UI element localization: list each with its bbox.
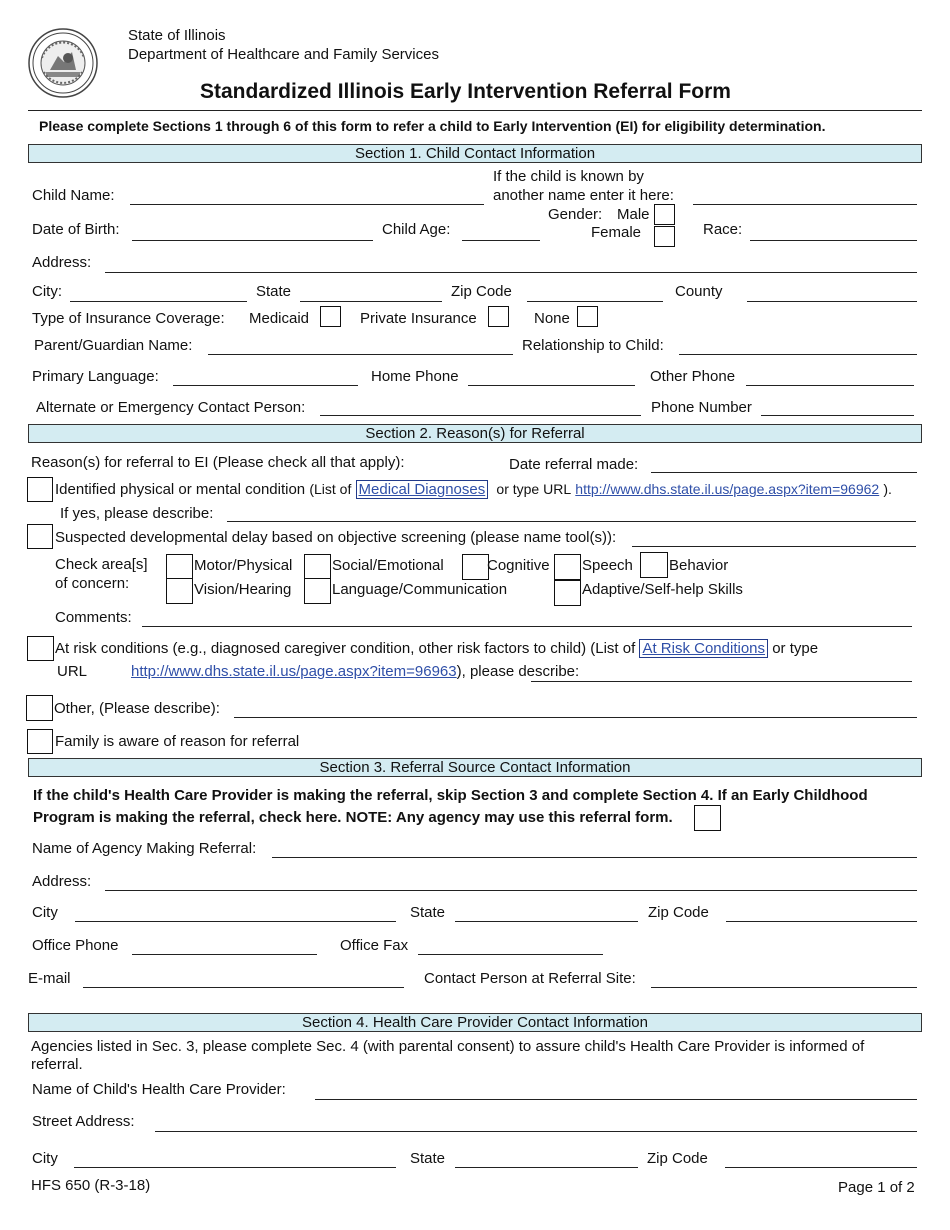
other-checkbox[interactable]: [26, 695, 53, 721]
agency-zip-label: Zip Code: [648, 904, 709, 921]
email-field[interactable]: [83, 987, 404, 988]
motor-checkbox[interactable]: [166, 554, 193, 580]
title-rule: [28, 110, 922, 111]
zip-field[interactable]: [527, 301, 663, 302]
check-area-label-1: Check area[s]: [55, 556, 148, 573]
dob-label: Date of Birth:: [32, 221, 120, 238]
alt-contact-field[interactable]: [320, 415, 641, 416]
provider-name-label: Name of Child's Health Care Provider:: [32, 1081, 286, 1098]
alt-contact-label: Alternate or Emergency Contact Person:: [36, 399, 306, 416]
at-risk-checkbox[interactable]: [27, 636, 54, 661]
section3-header: Section 3. Referral Source Contact Information: [28, 758, 922, 777]
private-insurance-checkbox[interactable]: [488, 306, 509, 327]
provider-street-field[interactable]: [155, 1131, 917, 1132]
child-name-label: Child Name:: [32, 187, 115, 204]
if-yes-label: If yes, please describe:: [60, 505, 214, 522]
adaptive-checkbox[interactable]: [554, 580, 581, 606]
url-96963-link[interactable]: http://www.dhs.state.il.us/page.aspx?item=96963: [131, 663, 457, 680]
provider-zip-label: Zip Code: [647, 1150, 708, 1167]
family-aware-label: Family is aware of reason for referral: [55, 733, 300, 750]
county-label: County: [675, 283, 723, 300]
close-paren-1: ).: [883, 481, 892, 497]
home-phone-label: Home Phone: [371, 368, 459, 385]
other-field[interactable]: [234, 717, 917, 718]
other-label: Other,: [54, 700, 95, 717]
address-field[interactable]: [105, 272, 917, 273]
behavior-checkbox[interactable]: [640, 552, 668, 578]
private-insurance-label: Private Insurance: [360, 310, 477, 327]
child-name-field[interactable]: [130, 204, 484, 205]
none-label: None: [534, 310, 570, 327]
agency-line-2: Department of Healthcare and Family Services: [128, 46, 439, 63]
none-checkbox[interactable]: [577, 306, 598, 327]
provider-city-label: City: [32, 1150, 58, 1167]
comments-label: Comments:: [55, 609, 132, 626]
provider-name-field[interactable]: [315, 1099, 917, 1100]
section3-note-1: If the child's Health Care Provider is making the referral, skip Section 3 and complete Section 4. If an Early Childhood: [33, 787, 868, 804]
page-title: Standardized Illinois Early Intervention Referral Form: [200, 80, 731, 103]
suspected-label: Suspected developmental delay based on objective screening (please name tool(s)):: [55, 529, 617, 546]
url-label: URL: [57, 663, 88, 680]
child-age-label: Child Age:: [382, 221, 451, 238]
zip-label: Zip Code: [451, 283, 512, 300]
cognitive-label: Cognitive: [487, 557, 550, 574]
agency-address-label: Address:: [32, 873, 92, 890]
contact-person-field[interactable]: [651, 987, 917, 988]
home-phone-field[interactable]: [468, 385, 635, 386]
state-seal: [28, 28, 98, 98]
medicaid-label: Medicaid: [249, 310, 310, 327]
agency-line-1: State of Illinois: [128, 27, 226, 44]
date-made-field[interactable]: [651, 472, 917, 473]
instructions: Please complete Sections 1 through 6 of this form to refer a child to Early Intervention (EI) for eligibility determination.: [39, 118, 826, 134]
identified-label: Identified physical or mental condition: [55, 481, 306, 498]
email-label: E-mail: [28, 970, 71, 987]
agency-address-field[interactable]: [105, 890, 917, 891]
office-phone-label: Office Phone: [32, 937, 119, 954]
section4-intro-2: referral.: [31, 1056, 83, 1073]
agency-state-label: State: [410, 904, 446, 921]
other-name-label-1: If the child is known by: [493, 168, 644, 185]
vision-checkbox[interactable]: [166, 578, 193, 604]
section4-header: Section 4. Health Care Provider Contact Information: [28, 1013, 922, 1032]
comments-field[interactable]: [142, 626, 912, 627]
phone-number-field[interactable]: [761, 415, 914, 416]
phone-number-label: Phone Number: [651, 399, 752, 416]
female-label: Female: [591, 224, 642, 241]
if-yes-field[interactable]: [227, 521, 916, 522]
other-name-label-2: another name enter it here:: [493, 187, 674, 204]
agency-city-label: City: [32, 904, 58, 921]
other-phone-field[interactable]: [746, 385, 914, 386]
city-field[interactable]: [70, 301, 247, 302]
agency-name-field[interactable]: [272, 857, 917, 858]
state-label: State: [256, 283, 292, 300]
county-field[interactable]: [747, 301, 917, 302]
dob-field[interactable]: [132, 240, 373, 241]
relationship-field[interactable]: [679, 354, 917, 355]
agency-zip-field[interactable]: [726, 921, 917, 922]
or-type-url-label: or type URL: [496, 481, 572, 497]
section4-intro-1: Agencies listed in Sec. 3, please complete Sec. 4 (with parental consent) to assure child's Health Care Provider is informed of: [31, 1038, 865, 1055]
please-describe-label: ), please describe:: [456, 663, 580, 680]
state-field[interactable]: [300, 301, 442, 302]
child-age-field[interactable]: [462, 240, 540, 241]
parent-label: Parent/Guardian Name:: [34, 337, 193, 354]
other-name-field[interactable]: [693, 204, 917, 205]
language-label: Primary Language:: [32, 368, 159, 385]
suspected-checkbox[interactable]: [27, 524, 53, 549]
at-risk-label: At risk conditions (e.g., diagnosed caregiver condition, other risk factors to child) (List of: [55, 640, 636, 657]
early-childhood-checkbox[interactable]: [694, 805, 721, 831]
provider-street-label: Street Address:: [32, 1113, 135, 1130]
contact-person-label: Contact Person at Referral Site:: [424, 970, 636, 987]
race-label: Race:: [703, 221, 743, 238]
race-field[interactable]: [750, 240, 917, 241]
section3-note-2: Program is making the referral, check here. NOTE: Any agency may use this referral form.: [33, 809, 673, 826]
provider-state-label: State: [410, 1150, 446, 1167]
provider-city-field[interactable]: [74, 1167, 396, 1168]
adaptive-label: Adaptive/Self-help Skills: [582, 581, 743, 598]
female-checkbox[interactable]: [654, 226, 675, 247]
or-type-label: or type: [772, 640, 819, 657]
speech-checkbox[interactable]: [554, 554, 581, 580]
other-phone-label: Other Phone: [650, 368, 736, 385]
speech-label: Speech: [582, 557, 633, 574]
office-fax-field[interactable]: [418, 954, 603, 955]
family-aware-checkbox[interactable]: [27, 729, 53, 754]
office-fax-label: Office Fax: [340, 937, 409, 954]
motor-label: Motor/Physical: [194, 557, 293, 574]
suspected-field[interactable]: [632, 546, 916, 547]
section1-header: Section 1. Child Contact Information: [28, 144, 922, 163]
section2-header: Section 2. Reason(s) for Referral: [28, 424, 922, 443]
medicaid-checkbox[interactable]: [320, 306, 341, 327]
language-comm-label: Language/Communication: [332, 581, 508, 598]
agency-city-field[interactable]: [75, 921, 396, 922]
url-96962-link[interactable]: http://www.dhs.state.il.us/page.aspx?item=96962: [575, 481, 880, 497]
city-label: City:: [32, 283, 62, 300]
language-field[interactable]: [173, 385, 358, 386]
cognitive-checkbox[interactable]: [462, 554, 489, 580]
male-checkbox[interactable]: [654, 204, 675, 225]
at-risk-conditions-link[interactable]: At Risk Conditions: [639, 639, 768, 658]
at-risk-field[interactable]: [531, 681, 912, 682]
social-label: Social/Emotional: [332, 557, 444, 574]
relationship-label: Relationship to Child:: [522, 337, 664, 354]
date-made-label: Date referral made:: [509, 456, 639, 473]
office-phone-field[interactable]: [132, 954, 317, 955]
provider-state-field[interactable]: [455, 1167, 638, 1168]
identified-checkbox[interactable]: [27, 477, 53, 502]
male-label: Male: [617, 206, 650, 223]
agency-state-field[interactable]: [455, 921, 638, 922]
provider-zip-field[interactable]: [725, 1167, 917, 1168]
other-describe-label: (Please describe):: [99, 700, 220, 717]
agency-name-label: Name of Agency Making Referral:: [32, 840, 257, 857]
page-number: Page 1 of 2: [838, 1179, 915, 1196]
check-area-label-2: of concern:: [55, 575, 130, 592]
insurance-label: Type of Insurance Coverage:: [32, 310, 225, 327]
list-of-label: (List of: [309, 481, 352, 497]
form-id: HFS 650 (R-3-18): [31, 1177, 151, 1194]
behavior-label: Behavior: [669, 557, 729, 574]
vision-label: Vision/Hearing: [194, 581, 292, 598]
reasons-label: Reason(s) for referral to EI (Please check all that apply):: [31, 454, 405, 471]
social-checkbox[interactable]: [304, 554, 331, 580]
gender-label: Gender:: [548, 206, 603, 223]
parent-field[interactable]: [208, 354, 513, 355]
address-label: Address:: [32, 254, 92, 271]
medical-diagnoses-link[interactable]: Medical Diagnoses: [356, 480, 489, 499]
language-comm-checkbox[interactable]: [304, 578, 331, 604]
